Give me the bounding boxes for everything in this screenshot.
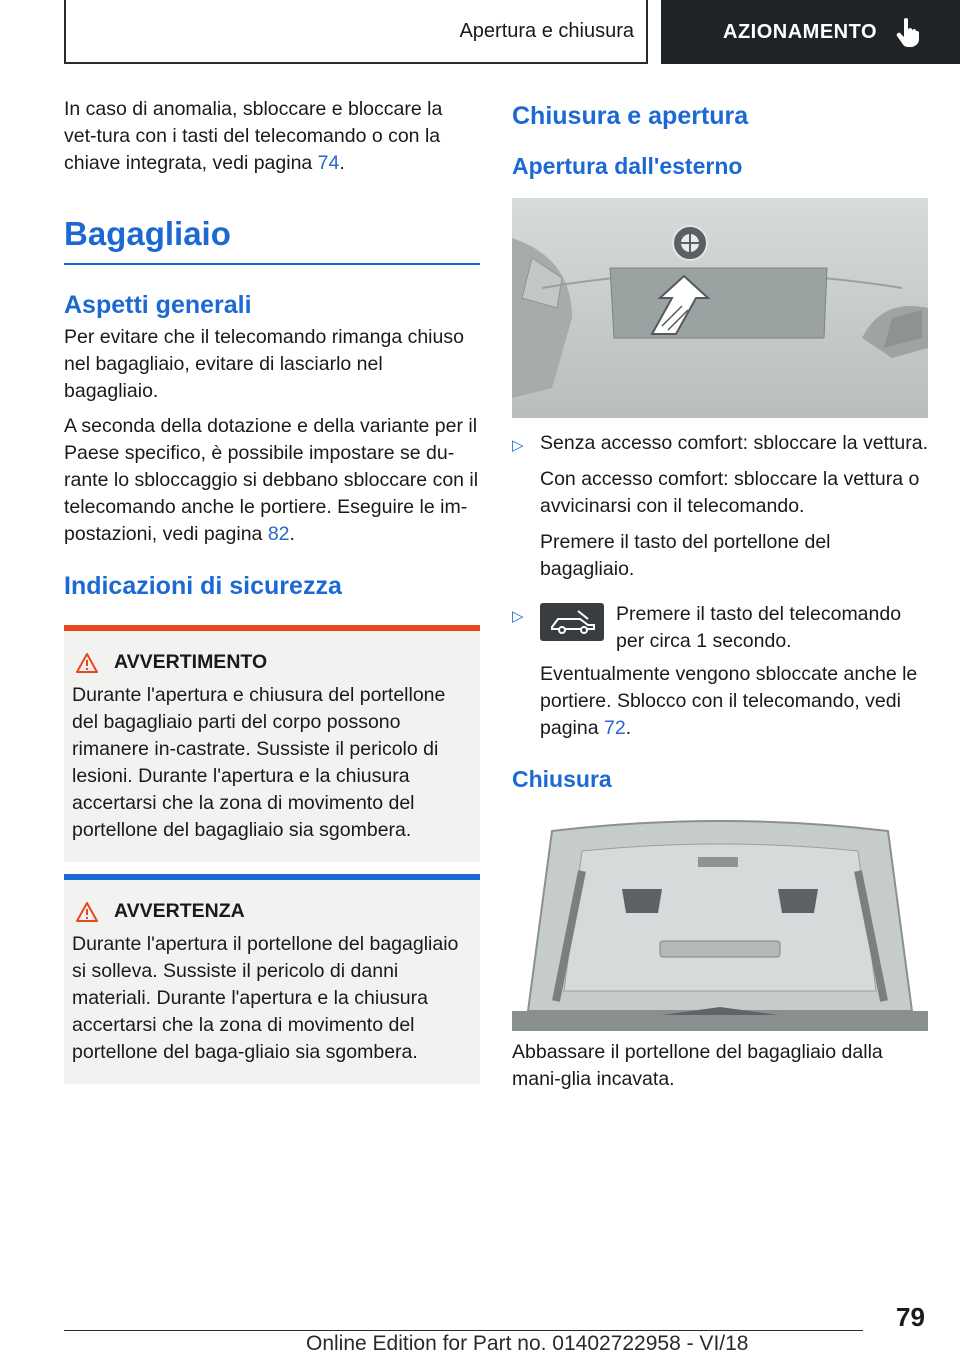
caution-box	[64, 874, 480, 1084]
caution-title: AVVERTENZA	[114, 900, 245, 922]
step2-line2: Eventualmente vengono sbloccate anche le portiere. Sblocco con il telecomando, vedi pagina 72.	[540, 663, 918, 739]
step1-line2: Con accesso comfort: sbloccare la vettura o avvicinarsi con il telecomando.	[540, 468, 920, 517]
opening-step-1	[512, 430, 928, 583]
warning-title: AVVERTIMENTO	[114, 651, 268, 673]
heading-closing: Chiusura	[512, 766, 612, 792]
warning-text: Durante l'apertura e chiusura del portellone del bagagliaio parti del corpo possono rimanere in-castrate. Sussiste il pericolo di lesioni. Durante l'apertura e la chiusura accertarsi che la zona di movimento del portellone del bagagliaio sia sgombera.	[72, 684, 446, 841]
warning-triangle-icon	[76, 653, 98, 673]
page-link-74[interactable]: 74	[317, 152, 340, 174]
remote-tailgate-button-icon	[540, 603, 604, 641]
page-number: 79	[896, 1302, 925, 1332]
step2-line1: Premere il tasto del telecomando per circa 1 secondo.	[616, 603, 902, 652]
opening-step-2	[512, 601, 928, 742]
intro-paragraph: In caso di anomalia, sbloccare e bloccare la vet-tura con i tasti del telecomando o con la chiave integrata, vedi pagina 74.	[64, 98, 443, 174]
heading-general: Aspetti generali	[64, 291, 252, 319]
step1-line1: Senza accesso comfort: sbloccare la vettura.	[540, 432, 929, 454]
step1-line3: Premere il tasto del portellone del bagagliaio.	[540, 531, 831, 580]
heading-safety: Indicazioni di sicurezza	[64, 572, 342, 600]
step-triangle-icon: ▷	[512, 437, 524, 454]
caution-bar	[64, 874, 480, 880]
tailgate-exterior-image	[512, 198, 928, 418]
left-column	[64, 96, 480, 1084]
caution-text: Durante l'apertura il portellone del bagagliaio si solleva. Sussiste il pericolo di danni materiali. Durante l'apertura e la chiusura accertarsi che la zona di movimento del portellone del baga-gliaio sia sgombera.	[72, 933, 459, 1063]
header-section-title: Apertura e chiusura	[459, 19, 634, 42]
caution-triangle-icon	[76, 902, 98, 922]
heading-closing-opening: Chiusura e apertura	[512, 102, 749, 130]
tailgate-interior-image	[512, 811, 928, 1031]
footer-edition: Online Edition for Part no. 01402722958 - VI/18	[306, 1332, 749, 1355]
general-paragraph-2: A seconda della dotazione e della variante per il Paese specifico, è possibile impostare se du-rante lo sbloccaggio si debbano sbloccare con il telecomando anche le portiere. Eseguire le im-postazioni, vedi pagina 82.	[64, 415, 479, 545]
step-triangle-icon: ▷	[512, 608, 524, 625]
closing-text: Abbassare il portellone del bagagliaio dalla mani-glia incavata.	[512, 1041, 883, 1090]
section-heading-bagagliaio: Bagagliaio	[64, 215, 480, 265]
header-section-tab	[64, 0, 648, 64]
page-link-72[interactable]: 72	[603, 717, 626, 739]
right-column	[512, 102, 928, 1093]
header-chapter-tab	[661, 0, 960, 64]
heading-opening-outside: Apertura dall'esterno	[512, 153, 743, 179]
warning-box	[64, 625, 480, 862]
warning-bar	[64, 625, 480, 631]
header-chapter-title: AZIONAMENTO	[723, 20, 878, 43]
footer-divider	[64, 1330, 863, 1331]
page-link-82[interactable]: 82	[267, 523, 290, 545]
pointing-hand-icon	[895, 17, 921, 47]
general-paragraph-1: Per evitare che il telecomando rimanga chiuso nel bagagliaio, evitare di lasciarlo nel bagagliaio.	[64, 326, 464, 402]
